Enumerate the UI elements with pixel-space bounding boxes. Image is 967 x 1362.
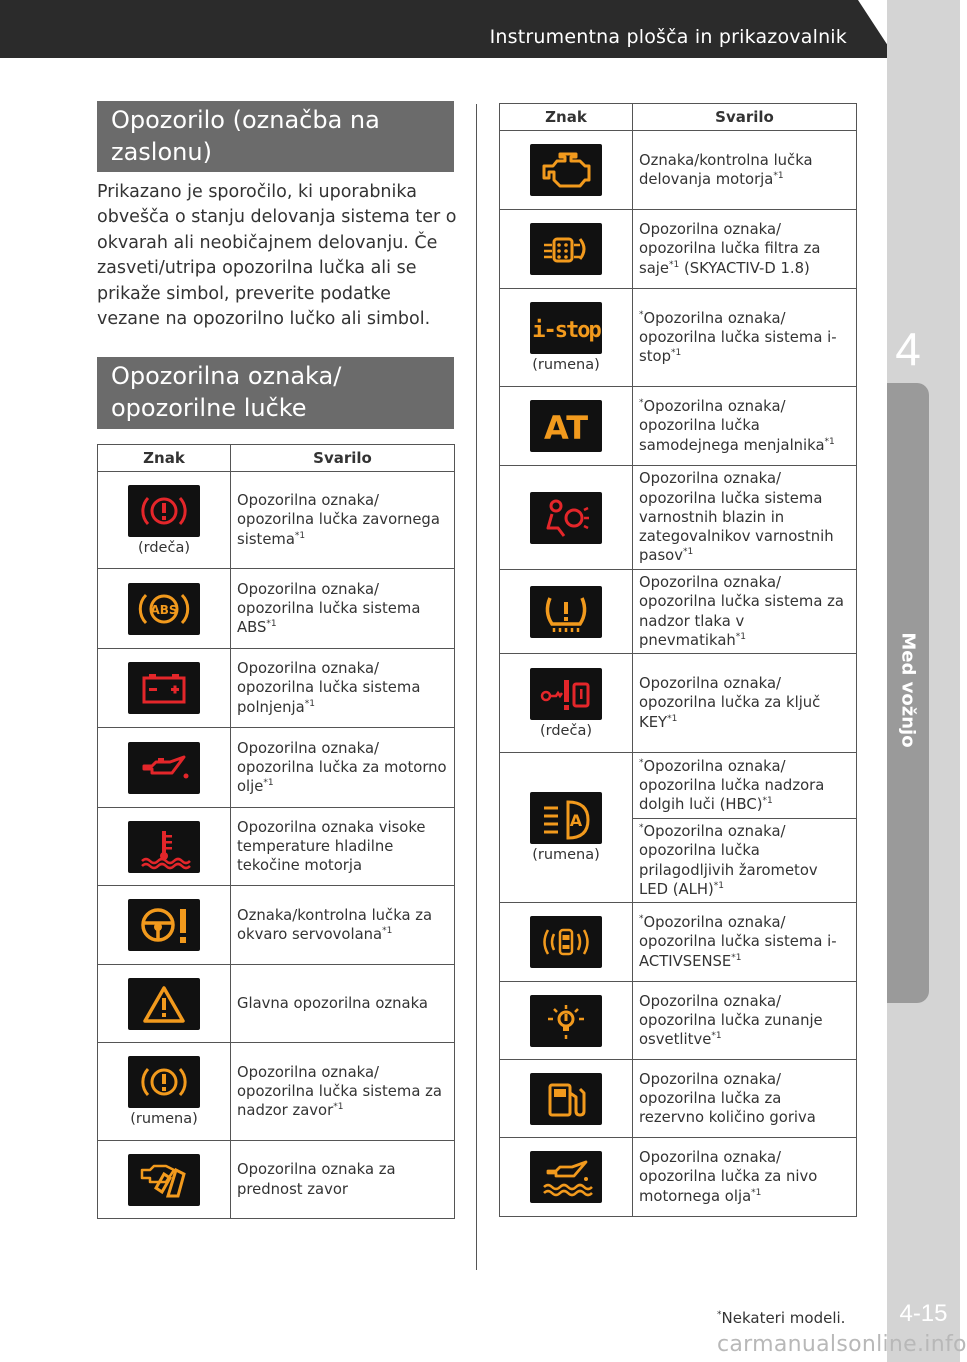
footnote-ref: *1 (773, 171, 784, 182)
svg-text:AT: AT (543, 409, 589, 447)
sign-cell (500, 210, 633, 289)
footnote-text: Nekateri modeli. (721, 1309, 846, 1327)
warning-description: Opozorilna oznaka/ opozorilna lučka filtra za saje (639, 221, 821, 277)
i-stop-icon (532, 306, 600, 350)
warning-description: Opozorilna oznaka za prednost zavor (237, 1161, 396, 1198)
footnote-ref: *1 (670, 348, 682, 359)
footnote-ref: *1 (762, 796, 773, 807)
warning-description: Opozorilna oznaka/ opozorilna lučka zunanje osvetlitve (639, 992, 823, 1049)
sign-cell (98, 1043, 231, 1141)
sign-cell (500, 654, 633, 753)
sign-cell (98, 569, 231, 649)
warning-description: Opozorilna oznaka/ opozorilna lučka zavornega sistema (237, 492, 440, 548)
description-cell (633, 753, 857, 819)
warning-description: Glavna opozorilna oznaka (237, 994, 428, 1012)
header-title: Instrumentna plošča in prikazovalnik (489, 26, 847, 48)
description-cell (633, 466, 857, 570)
column-header-light: Svarilo (231, 445, 455, 472)
warning-row (98, 569, 455, 649)
warning-light-box (530, 995, 602, 1047)
warning-light-box (128, 899, 200, 951)
chapter-name: Med vožnjo (897, 632, 919, 748)
description-cell (231, 808, 455, 886)
footnote-ref: *1 (735, 631, 747, 642)
i-activsense-icon (536, 920, 596, 964)
sign-cell (98, 728, 231, 808)
footnote-ref: *1 (294, 530, 306, 541)
description-cell (633, 1138, 857, 1217)
warning-row (500, 753, 857, 819)
airbag-icon (536, 496, 596, 540)
light-color-caption: (rumena) (532, 847, 600, 863)
warning-light-box (530, 1073, 602, 1125)
battery-icon (134, 666, 194, 710)
warning-row (98, 472, 455, 569)
warning-description: Opozorilna oznaka/ opozorilna lučka sistema varnostnih blazin in zategovalnikov varnostnih pasov (639, 470, 834, 565)
warning-light-box (530, 492, 602, 544)
steering-wheel-icon (134, 903, 194, 947)
sign-cell (98, 649, 231, 728)
warning-row (500, 982, 857, 1060)
footnote-ref: *1 (266, 619, 277, 630)
warning-description: Opozorilna oznaka/ opozorilna lučka samodejnega menjalnika (639, 398, 825, 454)
description-cell (633, 387, 857, 466)
fuel-icon (536, 1077, 596, 1121)
warning-light-box (530, 916, 602, 968)
column-header-light: Svarilo (633, 104, 857, 131)
warning-row (98, 808, 455, 886)
warning-light-box (128, 583, 200, 635)
warning-light-box (530, 1151, 602, 1203)
oil-level-icon (536, 1155, 596, 1199)
sign-cell (500, 1138, 633, 1217)
warning-light-box (128, 978, 200, 1030)
warning-row (500, 131, 857, 210)
tire-pressure-icon (536, 590, 596, 634)
warning-light-box (530, 792, 602, 844)
description-cell (231, 886, 455, 965)
oil-can-icon (134, 746, 194, 790)
warning-row (500, 1138, 857, 1217)
footnote-ref: *1 (333, 1102, 344, 1113)
sign-cell (98, 472, 231, 569)
svg-text:A: A (569, 811, 583, 830)
footnote-ref: *1 (824, 436, 835, 447)
warning-row (98, 1043, 455, 1141)
watermark: carmanualsonline.info (717, 1332, 967, 1357)
intro-paragraph: Prikazano je sporočilo, ki uporabnika obvešča o stanju delovanja sistema ter o okvarah ali neobičajnem delovanju. Če zasveti/utripa opozorilna lučka ali se prikaže simbol, preverite podatke vezane na opozorilno lučko ali simbol. (97, 182, 457, 330)
warning-row (500, 289, 857, 387)
description-cell (633, 570, 857, 654)
sign-cell (500, 289, 633, 387)
master-warning-icon (134, 982, 194, 1026)
abs-icon (134, 587, 194, 631)
description-suffix: (SKYACTIV-D 1.8) (679, 259, 810, 277)
light-color-caption: (rdeča) (539, 722, 592, 739)
svg-text:ABS: ABS (150, 602, 178, 617)
models-mark: * (639, 822, 644, 833)
models-mark: * (639, 757, 644, 768)
warning-description: Oznaka/kontrolna lučka delovanja motorja (639, 151, 813, 188)
sign-cell (98, 886, 231, 965)
footnote-ref: *1 (751, 1187, 762, 1198)
sign-cell (500, 903, 633, 982)
description-cell (231, 472, 455, 569)
warning-description: Oznaka/kontrolna lučka za okvaro servovolana (237, 906, 433, 943)
description-cell (633, 289, 857, 387)
description-cell (633, 654, 857, 753)
warning-description: Opozorilna oznaka/ opozorilna lučka sistema za nadzor tlaka v pnevmatikah (639, 573, 844, 649)
warning-light-box (128, 662, 200, 714)
description-cell (231, 649, 455, 728)
warning-description: Opozorilna oznaka/ opozorilna lučka za nivo motornega olja (639, 1149, 818, 1205)
brake-control-icon (134, 1060, 194, 1104)
warning-row (500, 466, 857, 570)
warning-description: Opozorilna oznaka/ opozorilna lučka za rezervno količino goriva (639, 1070, 816, 1127)
sign-cell (500, 1060, 633, 1138)
sign-cell (98, 965, 231, 1043)
description-cell (633, 210, 857, 289)
warning-row (500, 570, 857, 654)
left-warning-table (97, 444, 455, 1219)
svg-text:i-stop: i-stop (532, 318, 600, 343)
warning-description: Opozorilna oznaka/ opozorilna lučka za motorno olje (237, 739, 447, 796)
warning-row (500, 210, 857, 289)
warning-light-box (128, 821, 200, 873)
footnote-ref: *1 (731, 952, 742, 963)
warning-row (500, 654, 857, 753)
sign-cell (500, 131, 633, 210)
coolant-temperature-icon (134, 825, 194, 869)
automatic-transmission-icon (536, 404, 596, 448)
warning-light-box (128, 742, 200, 794)
column-divider (476, 104, 477, 1270)
warning-row (500, 1060, 857, 1138)
warning-row (98, 1141, 455, 1219)
brake-warning-icon (134, 489, 194, 533)
footnote-ref: *1 (304, 698, 315, 709)
sign-cell (500, 753, 633, 903)
footnote-ref: *1 (669, 259, 680, 270)
warning-light-box (530, 223, 602, 275)
warning-description: Opozorilna oznaka/ opozorilna lučka sistema za nadzor zavor (237, 1063, 442, 1120)
footnote (717, 1309, 845, 1327)
footnote-ref: *1 (713, 880, 724, 891)
column-header-sign: Znak (98, 445, 231, 472)
models-mark: * (639, 398, 644, 409)
auto-headlight-icon (536, 796, 596, 840)
warning-light-box (530, 668, 602, 720)
footnote-ref: *1 (682, 547, 694, 558)
warning-row (500, 387, 857, 466)
warning-light-box (128, 485, 200, 537)
brake-override-icon (134, 1158, 194, 1202)
key-warning-icon (536, 672, 596, 716)
warning-light-box (530, 144, 602, 196)
description-cell (231, 1141, 455, 1219)
exterior-light-icon (536, 999, 596, 1043)
particulate-filter-icon (536, 227, 596, 271)
description-cell (633, 982, 857, 1060)
header-bar (0, 0, 895, 58)
section-heading-lucke: Opozorilna oznaka/ opozorilne lučke (97, 357, 454, 429)
warning-description: Opozorilna oznaka/ opozorilna lučka sistema ABS (237, 580, 421, 637)
sign-cell (500, 570, 633, 654)
description-cell (633, 131, 857, 210)
sign-cell (500, 466, 633, 570)
warning-row (500, 903, 857, 982)
warning-light-box (530, 400, 602, 452)
warning-description: Opozorilna oznaka/ opozorilna lučka za ključ KEY (639, 675, 821, 731)
warning-light-box (128, 1056, 200, 1108)
page-number: 4-15 (899, 1300, 948, 1327)
right-warning-table (499, 103, 857, 1217)
description-cell (633, 903, 857, 982)
footnote-ref: *1 (263, 778, 274, 789)
description-cell (231, 728, 455, 808)
description-cell (231, 569, 455, 649)
warning-light-box (530, 302, 602, 354)
footnote-ref: *1 (667, 713, 678, 724)
warning-description: Opozorilna oznaka/ opozorilna lučka nadzora dolgih luči (HBC) (639, 757, 825, 814)
warning-row (98, 965, 455, 1043)
light-color-caption: (rdeča) (137, 539, 190, 556)
light-color-caption: (rumena) (130, 1111, 198, 1127)
check-engine-icon (536, 148, 596, 192)
column-header-sign: Znak (500, 104, 633, 131)
sign-cell (98, 1141, 231, 1219)
warning-row (98, 728, 455, 808)
light-color-caption: (rumena) (532, 357, 600, 373)
models-mark: * (639, 914, 644, 925)
description-cell (633, 1060, 857, 1138)
sign-cell (500, 982, 633, 1060)
footnote-ref: *1 (382, 926, 393, 937)
chapter-number: 4 (895, 323, 921, 375)
warning-description: Opozorilna oznaka visoke temperature hladilne tekočine motorja (237, 818, 426, 875)
footnote-ref: *1 (711, 1031, 722, 1042)
warning-description: Opozorilna oznaka/ opozorilna lučka sistema i-ACTIVSENSE (639, 914, 837, 970)
warning-description: Opozorilna oznaka/ opozorilna lučka prilagodljivih žarometov LED (ALH) (639, 822, 818, 898)
warning-description: Opozorilna oznaka/ opozorilna lučka sistema polnjenja (237, 660, 421, 716)
models-mark: * (639, 309, 644, 320)
sign-cell (98, 808, 231, 886)
warning-description: Opozorilna oznaka/ opozorilna lučka sistema i-stop (639, 309, 837, 366)
description-cell (633, 819, 857, 903)
description-cell (231, 1043, 455, 1141)
warning-row (98, 886, 455, 965)
sign-cell (500, 387, 633, 466)
description-cell (231, 965, 455, 1043)
warning-light-box (128, 1154, 200, 1206)
warning-light-box (530, 586, 602, 638)
section-heading-opozorilo: Opozorilo (označba na zaslonu) (97, 101, 454, 172)
footnote-mark: * (717, 1310, 722, 1320)
warning-row (98, 649, 455, 728)
